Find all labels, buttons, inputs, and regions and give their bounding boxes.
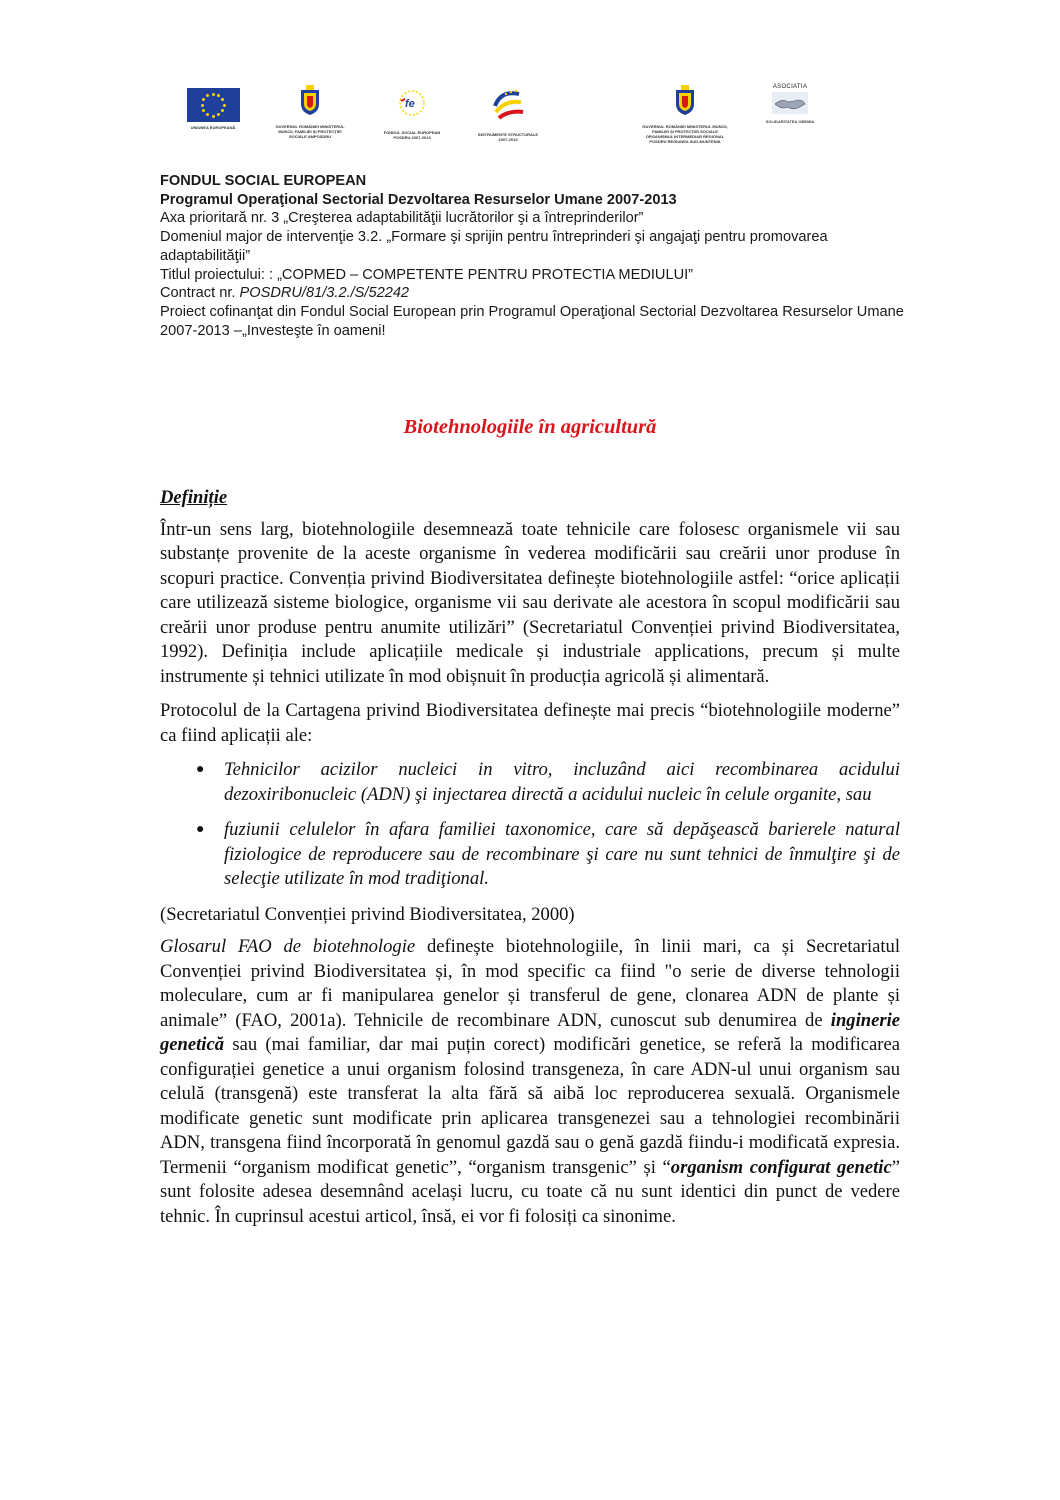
structural-instruments-logo bbox=[478, 86, 538, 142]
list-item bbox=[160, 758, 900, 807]
program-name: Programul Operaţional Sectorial Dezvoltarea Resurselor Umane 2007-2013 bbox=[160, 191, 677, 208]
source-note: (Secretariatul Convenției privind Biodiversitatea, 2000) bbox=[160, 903, 575, 925]
eu-star-icon bbox=[212, 115, 215, 118]
contract-line bbox=[160, 284, 920, 303]
eu-star-icon bbox=[202, 98, 205, 101]
asociatia-subtitle: SOLIDARITATEA OBEMIA bbox=[765, 119, 815, 124]
eu-star-icon bbox=[221, 98, 224, 101]
contract-label: Contract nr. bbox=[160, 285, 240, 302]
asociatia-logo bbox=[764, 84, 816, 125]
gov-logo-caption: GUVERNUL ROMÂNIEI MINISTERUL MUNCII, FAMILIEI ŞI PROTECŢIEI SOCIALE AMPOSDRU bbox=[275, 124, 345, 139]
structural-instruments-icon bbox=[487, 86, 529, 124]
fse-logo-caption: FONDUL SOCIAL EUROPEAN POSDRU 2007-2013 bbox=[383, 130, 441, 140]
fao-glossary-ref: Glosarul FAO de biotehnologie bbox=[160, 936, 416, 957]
document-title: Biotehnologiile în agricultură bbox=[403, 416, 657, 438]
gov-logo-ministry bbox=[272, 84, 348, 139]
bullet-list bbox=[160, 758, 900, 892]
list-item-text: Tehnicilor acizilor nucleici in vitro, incluzând aici recombinarea acidului dezoxiribonucleic (ADN) şi injectarea directă a acidului nucleic în celule organite, sau bbox=[224, 759, 900, 805]
eu-star-icon bbox=[217, 113, 220, 116]
eu-star-icon bbox=[221, 109, 224, 112]
fao-text-b: sau (mai familiar, dar mai puțin corect) modificări genetice, se referă la modificarea configurației genetice a unui organism folosind transgeneza, în care ADN-ul unui organism sau celulă (transgenă) este transferat la alta fără să aibă loc reproducerea sexuală. Organismele modificate genetic sunt modificate prin aplicarea transgenezei sau a tehnologiei recombinării ADN, transgena fiind încorporată în genomul gazdă sau o genă gazdă fiindu-i modificată expresia. Termenii “organism modificat genetic”, “organism transgenic” și “ bbox=[160, 1034, 900, 1178]
eu-logo-caption: UNIUNEA EUROPEANĂ bbox=[190, 125, 236, 130]
priority-axis: Axa prioritară nr. 3 „Creşterea adaptabilităţii lucrătorilor şi a întreprinderilor” bbox=[160, 210, 644, 227]
fse-logo bbox=[382, 88, 442, 140]
term-genetic-engineering: inginerie genetică bbox=[160, 1009, 900, 1055]
bullet-icon: ● bbox=[196, 822, 205, 837]
gov-logo-regional bbox=[640, 84, 730, 144]
section-heading: Definiție bbox=[160, 487, 228, 508]
fao-text-c: ” sunt folosite adesea desemnând același lucru, cu toate că nu sunt identici din punct de vedere tehnic. În cuprinsul acestui articol, însă, ei vor fi folosiți ca sinonime. bbox=[160, 1156, 900, 1227]
project-header bbox=[160, 172, 920, 340]
fund-name: FONDUL SOCIAL EUROPEAN bbox=[160, 173, 367, 189]
eu-star-icon bbox=[206, 113, 209, 116]
svg-text:fe: fe bbox=[405, 98, 415, 110]
eu-star-icon bbox=[223, 104, 226, 107]
paragraph-cartagena: Protocolul de la Cartagena privind Biodiversitatea definește mai precis “biotehnologiile moderne” ca fiind aplicații ale: bbox=[160, 700, 900, 746]
gov-regional-caption: GUVERNUL ROMÂNIEI MINISTERUL MUNCII, FAMILIEI ŞI PROTECŢIEI SOCIALE ORGANISMUL INTERMEDIAR REGIONAL POSDRU REGIUNEA SUD-MUNTENIA bbox=[642, 124, 728, 144]
eu-star-icon bbox=[206, 94, 209, 97]
intervention-domain: Domeniul major de intervenţie 3.2. „Formare şi sprijin pentru întreprinderi şi angajaţi pentru promovarea adaptabilităţii” bbox=[160, 229, 828, 264]
fse-icon bbox=[393, 88, 431, 122]
eu-logo bbox=[178, 88, 248, 130]
eu-star-icon bbox=[217, 94, 220, 97]
paragraph-definition: Într-un sens larg, biotehnologiile desemnează toate tehnicile care folosesc organismele vii sau substanțe provenite de la aceste organisme în vederea modificării sau creării unor produse în scopuri practice. Convenția privind Biodiversitatea definește biotehnologiile astfel: “orice aplicații care utilizează sisteme biologice, organisme vii sau derivate ale acestora în scopul modificării sau creării unor produse pentru anumite utilizări” (Secretariatul Convenției privind Biodiversitatea, 1992). Definiția include aplicațiile medicale și industriale applications, precum și multe instrumente și tehnici utilizate în mod obișnuit în producția agricolă și alimentară. bbox=[160, 518, 900, 687]
term-configured-organism: organism configurat genetic bbox=[670, 1156, 892, 1178]
eu-star-icon bbox=[201, 104, 204, 107]
paragraph-fao bbox=[160, 935, 900, 1229]
asociatia-title: ASOCIATIA bbox=[772, 84, 808, 90]
bullet-icon: ● bbox=[196, 762, 205, 777]
list-item bbox=[160, 818, 900, 892]
eu-star-icon bbox=[212, 93, 215, 96]
logo-strip bbox=[160, 78, 816, 174]
eu-flag-icon bbox=[187, 88, 240, 122]
contract-number: POSDRU/81/3.2./S/52242 bbox=[239, 285, 410, 302]
structural-instruments-caption: INSTRUMENTE STRUCTURALE 2007-2013 bbox=[478, 132, 538, 142]
cofinancing-note: Proiect cofinanţat din Fondul Social European prin Programul Operaţional Sectorial Dezvoltarea Resurselor Umane 2007-2013 –„Investeşte în oameni! bbox=[160, 303, 904, 339]
handshake-icon bbox=[772, 92, 808, 114]
document-body bbox=[160, 486, 900, 1239]
eu-star-icon bbox=[202, 109, 205, 112]
fao-text-a: definește biotehnologiile, în linii mari, ca și Secretariatul Convenției privind Biodiversitatea și, în mod specific ca fiind "o serie de diverse tehnologii moleculare, cum ar fi manipularea genelor și transferul de gene, clonarea ADN de plante și animale” (FAO, 2001a). Tehnicile de recombinare ADN, cunoscut sub denumirea de bbox=[160, 936, 900, 1031]
romania-coat-of-arms-icon bbox=[299, 84, 321, 116]
list-item-text: fuziunii celulelor în afara familiei taxonomice, care să depăşească barierele natural fiziologice de reproducere sau de recombinare şi care nu sunt tehnici de înmulţire şi de selecţie utilizate în mod tradiţional. bbox=[224, 819, 900, 889]
project-title: Titlul proiectului: : „COPMED – COMPETENTE PENTRU PROTECTIA MEDIULUI” bbox=[160, 266, 694, 283]
romania-coat-of-arms-icon bbox=[674, 84, 696, 116]
